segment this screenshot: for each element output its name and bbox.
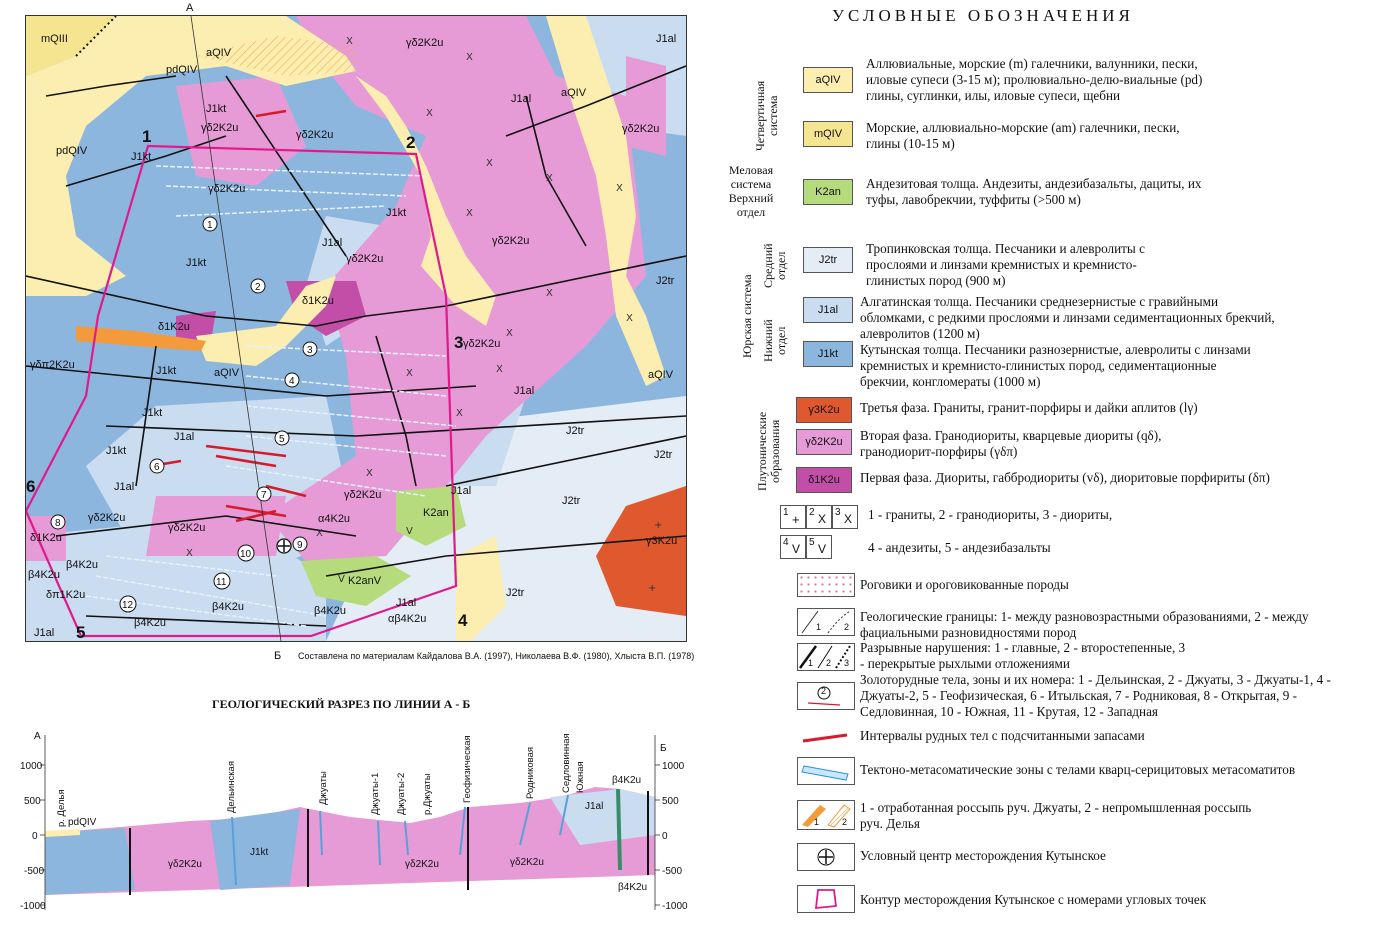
legend-text-ore-zones: Золоторудные тела, зоны и их номера: 1 - Дельинская, 2 - Джуаты, 3 - Джуаты-1, 4 - Джуаты-2, 5 - Геофизическая, 6 - Итыльская, 7 - Родниковая, 8 - Открытая, 9 - Седловинная, 10 - Южная, 11 - Крутая, 12 - Западная xyxy=(860,672,1331,719)
boundaries-num-2: 2 xyxy=(844,622,850,632)
legend-swatch-ore-intervals xyxy=(797,727,855,749)
legend-swatch-faults xyxy=(797,643,855,671)
label-j1kt-3: J1kt xyxy=(186,257,207,269)
tick-right-m1000: -1000 xyxy=(662,901,688,912)
label-gd-10: γδ2K2u xyxy=(168,522,206,534)
section-unit-b-bot: β4K2u xyxy=(618,882,648,893)
map-label-b: Б xyxy=(274,650,282,662)
faults-num-1: 1 xyxy=(808,658,814,668)
corner-2: 2 xyxy=(406,133,416,152)
svg-text:X: X xyxy=(496,364,503,375)
label-ad-1: α4K2u xyxy=(318,513,351,525)
legend-group-quaternary: Четвертичная система xyxy=(753,80,780,152)
svg-text:X: X xyxy=(506,328,513,339)
label-pdqiv-left: pdQIV xyxy=(56,145,88,157)
tick-left-1000: 1000 xyxy=(20,761,43,772)
tick-right-1000: 1000 xyxy=(662,761,685,772)
section-unit-b-top: β4K2u xyxy=(612,775,642,786)
zone-marker-8: 8 xyxy=(55,518,61,529)
label-aqiv-r2: aQIV xyxy=(648,369,674,381)
legend-swatch-k2an: K2an xyxy=(803,179,853,205)
rock-symbols-text-2: 4 - андезиты, 5 - андезибазальты xyxy=(868,540,1051,555)
legend-swatch-diorite: δ1K2u xyxy=(796,467,852,493)
zone-marker-5: 5 xyxy=(279,434,285,445)
label-j1al-2: J1al xyxy=(174,431,195,443)
legend-text-aq: Аллювиальные, морские (m) галечники, валунники, пески, иловые супеси (3-15 м); пролювиально-делю-виальные (pd) глины, суглинки, илы, иловые супеси, щебни xyxy=(866,56,1203,103)
label-j1al-3: J1al xyxy=(114,481,135,493)
svg-text:X: X xyxy=(546,173,553,184)
label-j2tr-1: J2tr xyxy=(562,495,581,507)
svg-text:V: V xyxy=(406,526,413,537)
rock-symbol-num-1: 1 xyxy=(783,507,789,518)
rock-symbol-num-3: 3 xyxy=(835,507,841,518)
geological-map xyxy=(25,15,687,642)
label-mqiii: mQIII xyxy=(41,33,68,45)
svg-text:X: X xyxy=(486,158,493,169)
legend-title: УСЛОВНЫЕ ОБОЗНАЧЕНИЯ xyxy=(832,6,1134,25)
section-zone-djuaty-2: Джуаты-2 xyxy=(396,772,407,815)
zone-marker-6: 6 xyxy=(154,462,160,473)
label-j2tr-5: J2tr xyxy=(654,449,673,461)
svg-text:X: X xyxy=(316,528,323,539)
zone-marker-1: 1 xyxy=(207,220,213,231)
legend-swatch-ore-zones xyxy=(797,682,855,710)
label-gd-9: γδ2K2u xyxy=(344,489,382,501)
label-j2tr-4: J2tr xyxy=(656,275,675,287)
section-unit-jal: J1al xyxy=(585,801,604,812)
section-zone-geofizicheskaya: Геофизическая xyxy=(462,735,473,803)
legend-text-j1kt: Кутынская толща. Песчаники разнозернистые, алевролиты с линзами кремнистых и кремнисто-глинистых пород, седиментационные брекчии, конгломераты (1000 м) xyxy=(860,342,1251,389)
legend-swatch-center xyxy=(797,843,855,871)
section-canvas xyxy=(20,725,690,930)
zone-marker-3: 3 xyxy=(307,345,313,356)
svg-text:V: V xyxy=(338,574,345,585)
svg-text:X: X xyxy=(456,408,463,419)
svg-text:X: X xyxy=(626,313,633,324)
section-unit-jkt: J1kt xyxy=(250,847,269,858)
section-zone-djuaty-1: Джуаты-1 xyxy=(370,772,381,815)
section-river-djuaty: р.Джуаты xyxy=(422,773,433,815)
label-j1kt-4: J1kt xyxy=(386,207,407,219)
legend-text-granodiorite: Вторая фаза. Гранодиориты, кварцевые диориты (qδ), гранодиорит-порфиры (γδπ) xyxy=(860,428,1162,459)
corner-5: 5 xyxy=(76,623,86,641)
label-aqiv-top: aQIV xyxy=(206,47,232,59)
zone-marker-10: 10 xyxy=(240,549,252,560)
label-gdp-1: γδπ2K2u xyxy=(30,359,75,371)
tick-right-0: 0 xyxy=(662,831,668,842)
label-j2tr-3: J2tr xyxy=(566,425,585,437)
label-k2an-2: K2anV xyxy=(348,575,382,587)
map-canvas xyxy=(26,16,686,641)
label-j1al-7: J1al xyxy=(656,33,677,45)
legend-group-cretaceous: Меловая система Верхний отдел xyxy=(728,163,774,219)
section-unit-gd-3: γδ2K2u xyxy=(510,857,544,868)
label-gd-7: γδ2K2u xyxy=(463,338,501,350)
tick-left-m500: -500 xyxy=(24,866,45,877)
legend-swatch-tecto-zones xyxy=(797,757,855,785)
legend-text-tecto-zones: Тектоно-метасоматические зоны с телами кварц-серицитовых метасоматитов xyxy=(860,762,1296,777)
section-zone-delyinskaya: Дельинская xyxy=(226,761,237,813)
rock-symbol-num-4: 4 xyxy=(783,537,789,548)
legend-swatch-j1al: J1al xyxy=(803,297,853,323)
svg-text:X: X xyxy=(426,108,433,119)
label-b-5: β4K2u xyxy=(314,605,347,617)
rock-symbols-text-1: 1 - граниты, 2 - гранодиориты, 3 - диориты, xyxy=(868,507,1113,522)
legend-group-jurassic: Юрская система xyxy=(740,274,754,358)
label-b-1: β4K2u xyxy=(66,559,99,571)
label-j1kt-2: J1kt xyxy=(131,151,152,163)
label-j1kt-1: J1kt xyxy=(206,103,227,115)
label-d-3: δ1K2u xyxy=(30,532,62,544)
corner-1: 1 xyxy=(142,127,152,146)
section-unit-gd-2: γδ2K2u xyxy=(405,859,439,870)
label-j1al-5: J1al xyxy=(396,597,417,609)
legend-swatch-placer xyxy=(797,800,855,830)
legend-group-lower: Нижний отдел xyxy=(761,319,788,363)
legend-text-j1al: Алгатинская толща. Песчаники среднезернистые с гравийными обломками, с редкими прослоями и линзами седиментационных брекчий, алевролитов (1200 м) xyxy=(860,294,1275,341)
rock-symbol-diorite: 3 X xyxy=(832,505,858,529)
svg-text:+: + xyxy=(648,583,657,594)
svg-text:X: X xyxy=(546,288,553,299)
tick-left-500: 500 xyxy=(24,796,41,807)
label-gd-8: γδ2K2u xyxy=(622,123,660,135)
label-gd-4: γδ2K2u xyxy=(208,183,246,195)
label-j1kt-5: J1kt xyxy=(156,365,177,377)
geological-section xyxy=(20,725,690,930)
legend-swatch-hornfels xyxy=(797,573,855,597)
label-aqiv-mid: aQIV xyxy=(214,367,240,379)
svg-text:X: X xyxy=(346,36,353,47)
label-gd-3: γδ2K2u xyxy=(296,129,334,141)
legend-swatch-j2tr: J2tr xyxy=(803,247,853,273)
label-gd-11: γδ2K2u xyxy=(88,512,126,524)
legend-swatch-granite: γ3K2u xyxy=(796,397,852,423)
deposit-center-symbol xyxy=(277,539,291,553)
ore-zone-symbol-num: 2 xyxy=(821,686,827,696)
legend-swatch-j1kt: J1kt xyxy=(803,341,853,367)
label-b-4: β4K2u xyxy=(212,601,245,613)
label-j1al-1: J1al xyxy=(322,237,343,249)
label-b-3: β4K2u xyxy=(134,617,167,629)
label-j1al-4: J1al xyxy=(451,485,472,497)
label-gd-6: γδ2K2u xyxy=(346,253,384,265)
label-j1kt-7: J1kt xyxy=(106,445,127,457)
label-gd-2: γδ2K2u xyxy=(201,122,239,134)
label-d-2: δ1K2u xyxy=(158,321,190,333)
section-river-delya: р. Делья xyxy=(56,789,67,827)
svg-text:X: X xyxy=(186,548,193,559)
map-credit: Составлена по материалам Кайдалова В.А. (1997), Николаева В.Ф. (1980), Хлыста В.П. (1978) xyxy=(298,651,695,661)
legend-text-k2an: Андезитовая толща. Андезиты, андезибазальты, дациты, их туфы, лавобрекчии, туффиты (>500 м) xyxy=(866,176,1202,207)
section-label-a: А xyxy=(34,731,41,742)
legend-group-middle: Средний отдел xyxy=(761,243,788,289)
section-zone-djuaty: Джуаты xyxy=(318,771,329,805)
zone-marker-2: 2 xyxy=(255,282,261,293)
label-j1al-6: J1al xyxy=(511,93,532,105)
faults-num-2: 2 xyxy=(826,658,832,668)
label-b-2: β4K2u xyxy=(28,569,61,581)
tick-right-500: 500 xyxy=(662,796,679,807)
zone-marker-7: 7 xyxy=(261,490,267,501)
tick-left-m1000: -1000 xyxy=(20,901,46,912)
boundaries-num-1: 1 xyxy=(816,622,822,632)
corner-4: 4 xyxy=(458,611,468,630)
svg-text:X: X xyxy=(466,52,473,63)
svg-text:X: X xyxy=(616,183,623,194)
unit-granodiorite-sw xyxy=(146,496,286,556)
section-label-b: Б xyxy=(660,743,667,754)
label-pdqiv-top: pdQIV xyxy=(166,64,198,76)
section-basalt-dike xyxy=(618,789,620,870)
map-label-a: А xyxy=(186,2,194,14)
label-gd-5: γδ2K2u xyxy=(492,235,530,247)
center-plus-icon xyxy=(798,844,854,870)
legend-swatch-aq: aQIV xyxy=(803,67,853,93)
legend-swatch-boundaries xyxy=(797,608,855,636)
legend-text-diorite: Первая фаза. Диориты, габбродиориты (vδ), диоритовые порфириты (δπ) xyxy=(860,470,1270,485)
label-j1al-8: J1al xyxy=(514,385,535,397)
placer-num-1: 1 xyxy=(814,817,820,827)
corner-6: 6 xyxy=(26,477,36,496)
legend-text-mq: Морские, аллювиально-морские (am) галечники, пески, глины (10-15 м) xyxy=(866,120,1180,151)
legend-text-granite: Третья фаза. Граниты, гранит-порфиры и дайки аплитов (lγ) xyxy=(860,400,1198,415)
zone-marker-12: 12 xyxy=(122,600,134,611)
rock-symbol-granodiorite: 2 X xyxy=(806,505,832,529)
zone-marker-4: 4 xyxy=(289,376,295,387)
section-j1kt-left xyxy=(45,828,135,895)
rock-symbol-andesibasalt: 5 V xyxy=(806,535,832,559)
rock-symbol-num-5: 5 xyxy=(809,537,815,548)
legend-swatch-contour xyxy=(797,885,855,913)
tick-right-m500: -500 xyxy=(662,866,683,877)
svg-text:X: X xyxy=(406,368,413,379)
legend-swatch-granodiorite: γδ2K2u xyxy=(796,429,852,455)
svg-text:X: X xyxy=(366,468,373,479)
label-j2tr-2: J2tr xyxy=(506,587,525,599)
rock-symbol-andesite: 4 V xyxy=(780,535,806,559)
unit-granodiorite-ne xyxy=(626,56,666,156)
label-ab-1: αβ4K2u xyxy=(388,613,427,625)
section-zone-sedlovinnaya: Седловинная xyxy=(561,733,572,793)
legend-text-boundaries: Геологические границы: 1- между разновозрастными образованиями, 2 - между фациальными разновидностями пород xyxy=(860,609,1309,640)
svg-text:+: + xyxy=(654,520,663,531)
contour-icon xyxy=(798,886,854,912)
label-gd-1: γδ2K2u xyxy=(406,37,444,49)
legend-text-hornfels: Роговики и ороговикованные породы xyxy=(860,577,1069,592)
label-j1al-9: J1al xyxy=(34,627,55,639)
label-d-1: δ1K2u xyxy=(302,295,334,307)
legend-text-center: Условный центр месторождения Кутынское xyxy=(860,848,1106,863)
svg-text:X: X xyxy=(466,208,473,219)
legend-swatch-mq: mQIV xyxy=(803,121,853,147)
label-k2an-1: K2an xyxy=(423,507,449,519)
legend-text-j2tr: Тропинковская толща. Песчаники и алевролиты с прослоями и линзами кремнистых и кремнисто-глинистых пород (900 м) xyxy=(866,241,1145,288)
faults-num-3: 3 xyxy=(844,658,850,668)
rock-symbol-num-2: 2 xyxy=(809,507,815,518)
legend-text-ore-intervals: Интервалы рудных тел с подсчитанными запасами xyxy=(860,728,1145,743)
legend-text-contour: Контур месторождения Кутынское с номерами угловых точек xyxy=(860,892,1207,907)
corner-3: 3 xyxy=(454,333,464,352)
section-title: ГЕОЛОГИЧЕСКИЙ РАЗРЕЗ ПО ЛИНИИ А - Б xyxy=(212,697,471,711)
legend-text-placer: 1 - отработанная россыпь руч. Джуаты, 2 - непромышленная россыпь руч. Делья xyxy=(860,800,1252,831)
legend-text-faults: Разрывные нарушения: 1 - главные, 2 - второстепенные, 3 - перекрытые рыхлыми отложениями xyxy=(860,640,1186,671)
label-dp-1: δπ1K2u xyxy=(46,589,86,601)
rock-symbol-granite: 1 + xyxy=(780,505,806,529)
section-zone-rodnikovaya: Родниковая xyxy=(525,746,536,799)
zone-marker-9: 9 xyxy=(297,540,303,551)
placer-num-2: 2 xyxy=(842,817,848,827)
section-zone-yuzhnaya: Южная xyxy=(575,761,586,793)
section-unit-gd-1: γδ2K2u xyxy=(168,859,202,870)
label-j1kt-6: J1kt xyxy=(142,407,163,419)
tick-left-0: 0 xyxy=(32,831,38,842)
section-pdq-label: pdQIV xyxy=(68,817,97,828)
zone-marker-11: 11 xyxy=(216,577,227,588)
legend-group-plutonic: Плутонические образования xyxy=(755,411,782,491)
label-aqiv-right: aQIV xyxy=(561,87,587,99)
label-g-1: γ3K2u xyxy=(646,535,678,547)
